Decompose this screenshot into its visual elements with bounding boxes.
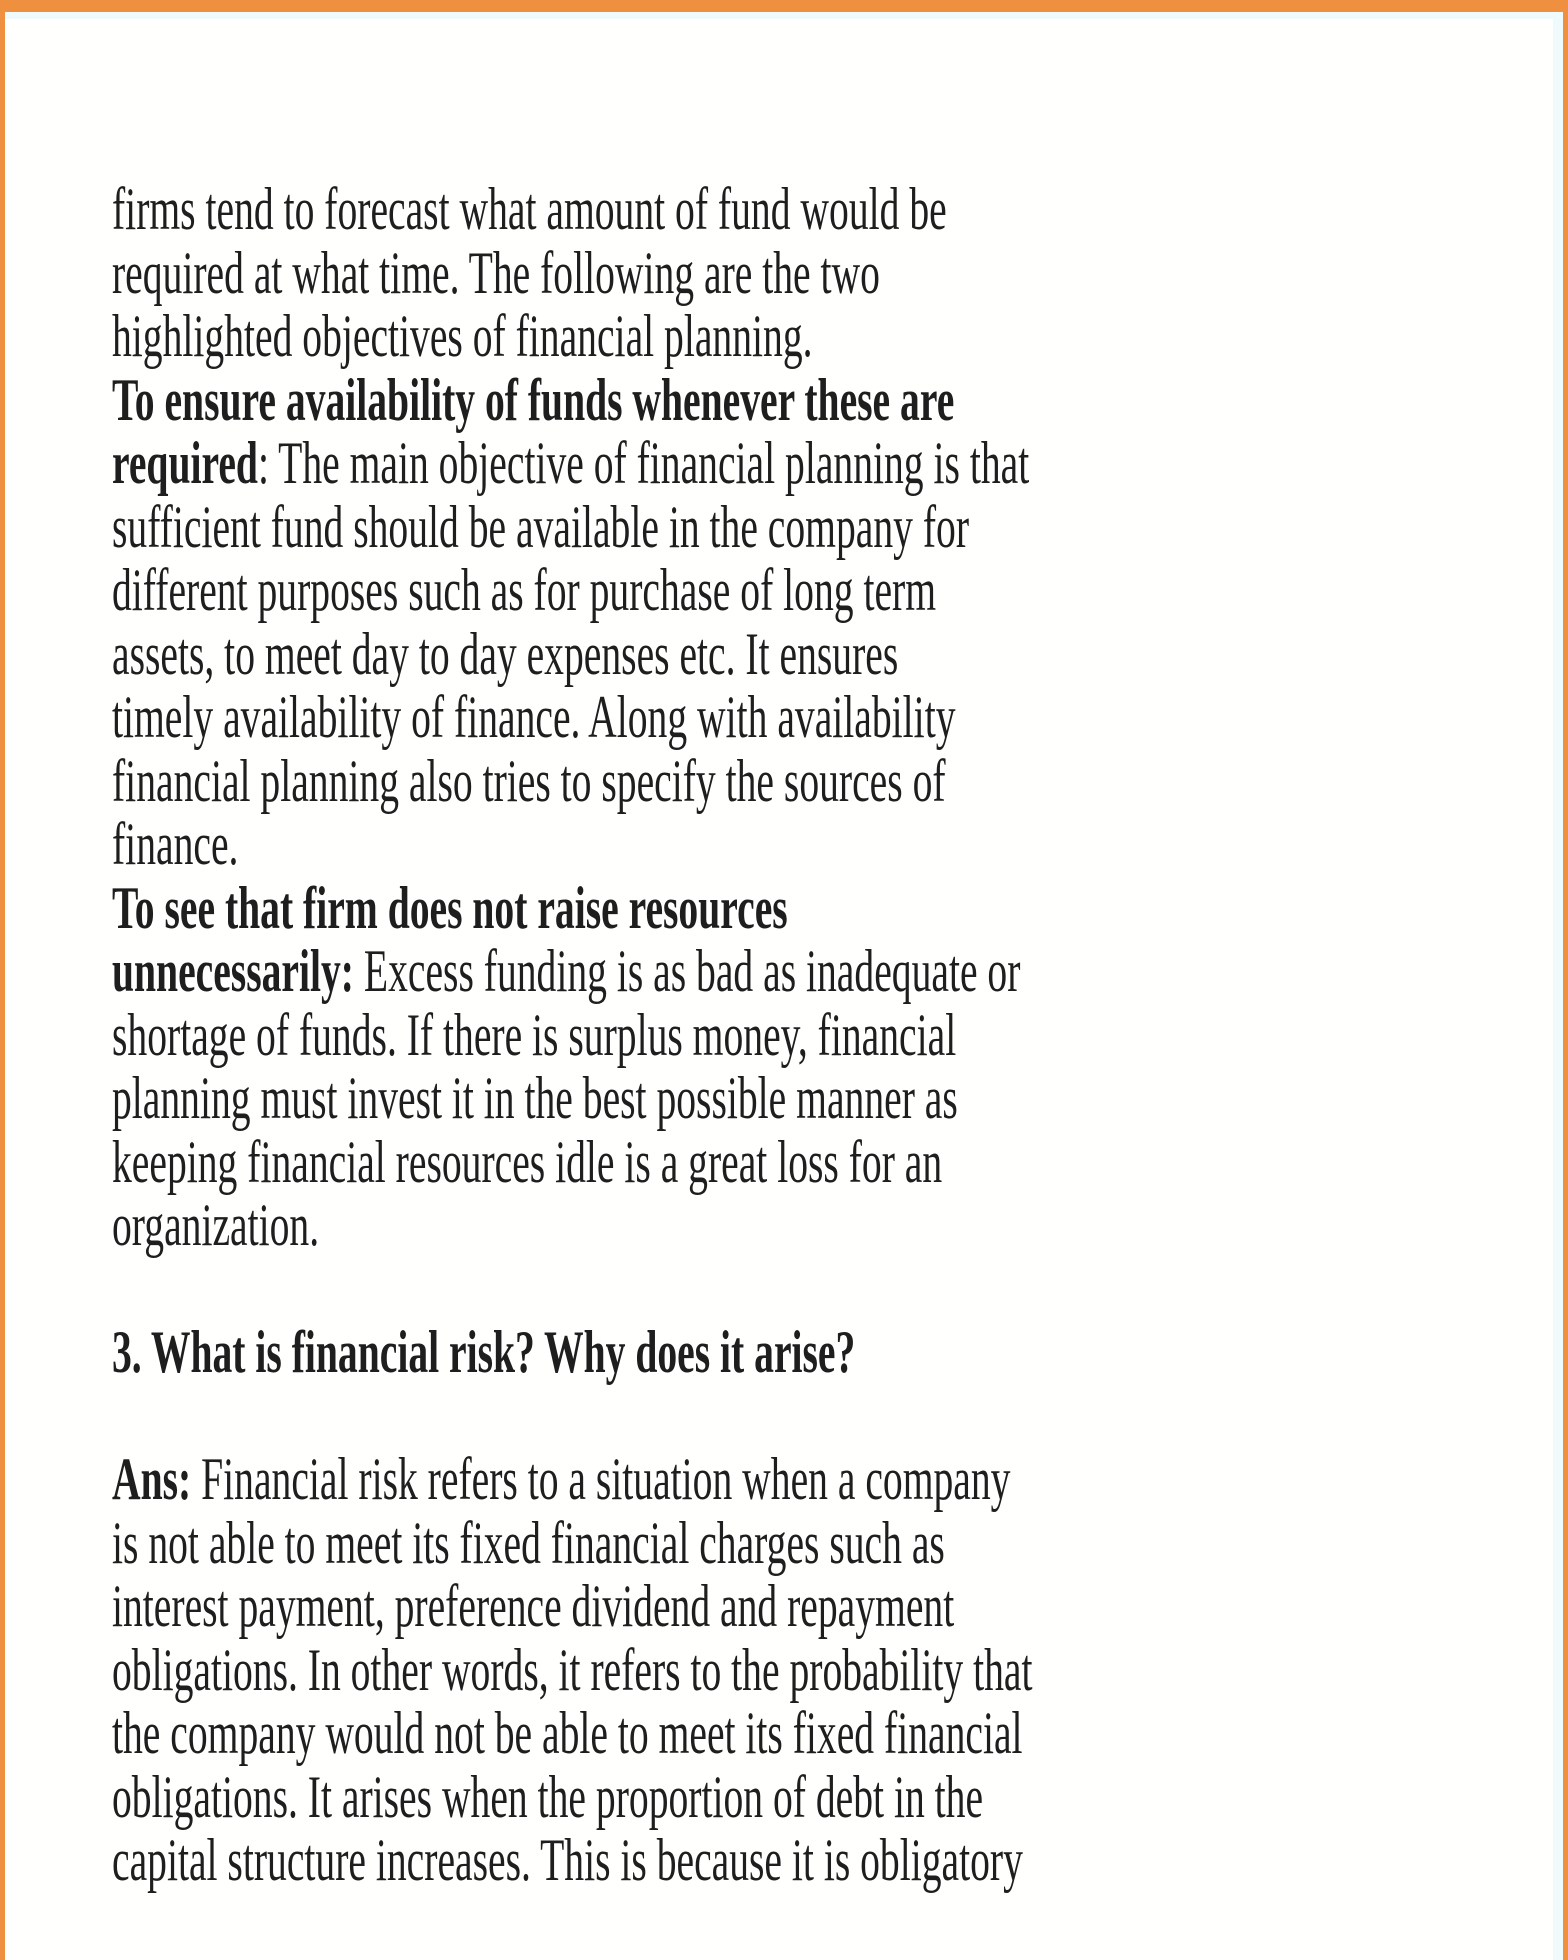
text-line <box>112 620 1564 687</box>
text-segment: sufficient fund should be available in the company for <box>112 493 970 560</box>
text-line <box>112 366 1564 433</box>
text-segment: planning must invest it in the best possible manner as <box>112 1065 958 1131</box>
text-line <box>112 1194 1564 1258</box>
text-line <box>112 178 1564 242</box>
text-line <box>112 874 1564 941</box>
text-segment: : The main objective of financial planning is that <box>257 430 1030 496</box>
blank-line <box>112 1385 1564 1449</box>
text-segment: the company would not be able to meet its fixed financial <box>112 1700 1023 1766</box>
text-line <box>112 1575 1564 1639</box>
text-line <box>112 1128 1564 1195</box>
bold-segment: 3. What is financial risk? Why does it arise? <box>112 1319 856 1385</box>
text-line <box>112 1702 1564 1766</box>
text-line <box>112 493 1564 560</box>
document-text <box>112 178 1564 1893</box>
text-line <box>112 813 1564 877</box>
text-line <box>112 1067 1564 1131</box>
text-segment: Excess funding is as bad as inadequate or <box>353 938 1021 1004</box>
text-segment: firms tend to forecast what amount of fund would be <box>112 176 947 242</box>
text-line <box>112 1001 1564 1068</box>
text-line <box>112 239 1564 306</box>
text-line <box>112 1829 1564 1893</box>
text-line <box>112 305 1564 369</box>
page-border-top <box>0 0 1568 12</box>
text-line <box>112 1636 1564 1703</box>
text-line <box>112 1448 1564 1512</box>
text-segment: required at what time. The following are the two <box>112 239 880 306</box>
text-line <box>112 1763 1564 1830</box>
text-segment: is not able to meet its fixed financial charges such as <box>112 1509 945 1576</box>
text-segment: assets, to meet day to day expenses etc. It ensures <box>112 620 899 687</box>
text-segment: interest payment, preference dividend and repayment <box>112 1573 955 1639</box>
text-segment: different purposes such as for purchase of long term <box>112 557 937 623</box>
text-segment: highlighted objectives of financial planning. <box>112 303 813 369</box>
text-line <box>112 686 1564 750</box>
text-segment: organization. <box>112 1192 320 1258</box>
text-segment: obligations. It arises when the proportion of debt in the <box>112 1763 984 1830</box>
bold-segment: required <box>112 430 258 496</box>
page-inner-tint-top <box>5 12 1563 19</box>
text-segment: shortage of funds. If there is surplus money, financial <box>112 1001 957 1068</box>
bold-segment: unnecessarily: <box>112 938 354 1004</box>
page-border-left <box>0 0 5 1960</box>
bold-segment: To ensure availability of funds whenever these are <box>112 366 955 433</box>
text-segment: obligations. In other words, it refers to the probability that <box>112 1636 1033 1703</box>
text-segment: capital structure increases. This is because it is obligatory <box>112 1827 1023 1893</box>
text-line <box>112 747 1564 814</box>
text-line <box>112 940 1564 1004</box>
text-segment: finance. <box>112 811 239 877</box>
text-line <box>112 559 1564 623</box>
text-segment: keeping financial resources idle is a great loss for an <box>112 1128 943 1195</box>
bold-segment: To see that firm does not raise resources <box>112 874 788 941</box>
text-segment: financial planning also tries to specify the sources of <box>112 747 946 814</box>
section-heading <box>112 1321 1564 1385</box>
text-line <box>112 1509 1564 1576</box>
text-segment: timely availability of finance. Along with availability <box>112 684 956 750</box>
text-segment: Financial risk refers to a situation when a company <box>191 1446 1011 1512</box>
bold-segment: Ans: <box>112 1446 192 1512</box>
text-line <box>112 432 1564 496</box>
blank-line <box>112 1258 1564 1322</box>
